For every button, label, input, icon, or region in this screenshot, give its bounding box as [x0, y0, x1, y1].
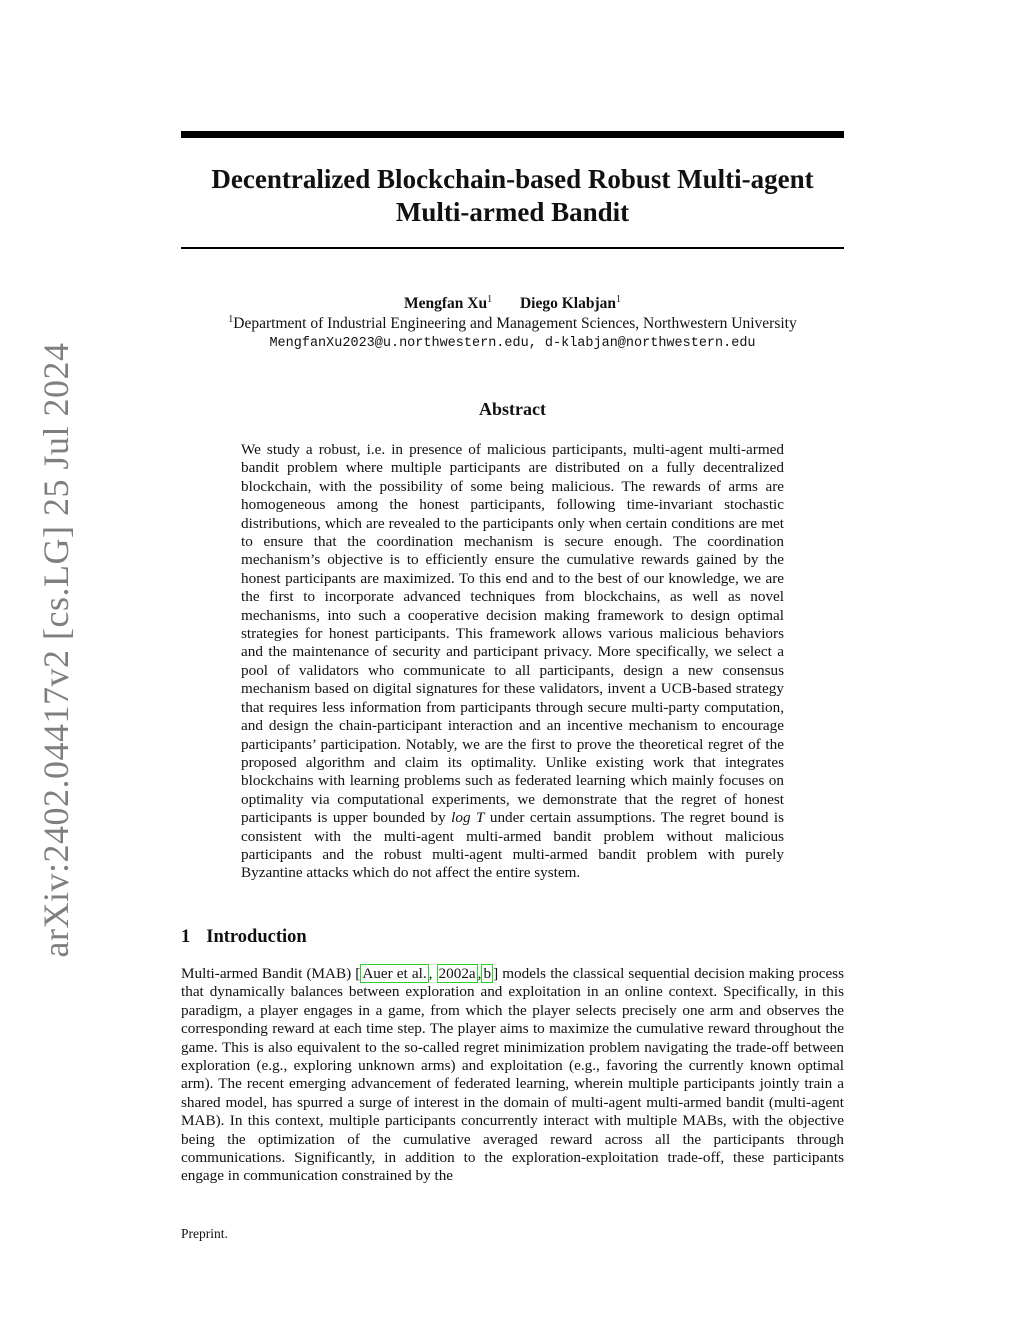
- citation-link-2002a[interactable]: 2002a: [438, 965, 476, 982]
- author-names: [181, 294, 844, 314]
- section-heading-introduction: [181, 927, 307, 948]
- section-title: Introduction: [206, 927, 307, 947]
- title-line-2: Multi-armed Bandit: [395, 197, 630, 227]
- footer-note: Preprint.: [181, 1226, 228, 1241]
- title-line-1: Decentralized Blockchain-based Robust Multi-agent: [211, 164, 814, 194]
- author-2: Diego Klabjan$^1$: [519, 294, 621, 312]
- affiliation: $^1$Department of Industrial Engineering and Management Sciences, Northwestern University: [228, 314, 797, 332]
- title-bottom-rule: [181, 247, 844, 249]
- paper-title: [181, 163, 844, 229]
- title-top-rule: [181, 131, 844, 138]
- citation-link-auer[interactable]: Auer et al.: [362, 965, 427, 982]
- author-block: [181, 294, 844, 354]
- author-1: Mengfan Xu$^1$: [403, 294, 493, 312]
- citation-link-b[interactable]: b: [483, 965, 492, 982]
- abstract-text: We study a robust, i.e. in presence of malicious participants, multi-agent multi-armed bandit problem where multiple participants are distributed on a fully decentralized blockchain, with the possibility of some being malicious. The rewards of arms are homogeneous among the honest participants, following time-invariant stochastic distributions, which are revealed to the participants only when certain conditions are met to ensure that the coordination mechanism is secure enough. The coordination mechanism’s objective is to efficiently ensure the cumulative rewards gained by the honest participants are maximized. To this end and to the best of our knowledge, we are the first to incorporate advanced techniques from blockchains, as well as novel mechanisms, into such a cooperative decision making framework to design optimal strategies for honest participants. This framework allows various malicious behaviors and the maintenance of security and participant privacy. More specifically, we select a pool of validators who communicate to all participants, design a new consensus mechanism based on digital signatures for these validators, invent a UCB-based strategy that requires less information from participants through secure multi-party computation, and design the chain-participant interaction and an incentive mechanism to encourage participants’ participation. Notably, we are the first to prove the theoretical regret of the proposed algorithm and claim its optimality. Unlike existing work that integrates blockchains with learning problems such as federated learning which mainly focuses on optimality via computational experiments, we demonstrate that the regret of honest participants is upper bounded by log T under certain assumptions. The regret bound is consistent with the multi-agent multi-armed bandit problem without malicious participants and the robust multi-agent multi-armed bandit problem with purely Byzantine attacks which do not affect the entire system.: [241, 441, 785, 882]
- abstract-heading: Abstract: [479, 399, 546, 419]
- arxiv-identifier: arXiv:2402.04417v2 [cs.LG] 25 Jul 2024: [36, 342, 76, 958]
- author-emails[interactable]: MengfanXu2023@u.northwestern.edu, d-klabjan@northwestern.edu: [269, 336, 756, 351]
- introduction-paragraph: Multi-armed Bandit (MAB) [ Auer et al. , 2002a , b ] models the classical sequential decision making process that dynamically balances between exploration and exploitation in an online context. Specifically, in this paradigm, a player engages in a game, from which the player selects precisely one arm and observes the corresponding reward at each time step. The player aims to maximize the cumulative reward throughout the game. This is also equivalent to the so-called regret minimization problem navigating the trade-off between exploration (e.g., exploring unknown arms) and exploitation (e.g., favoring the currently known optimal arm). The recent emerging advancement of federated learning, wherein multiple participants jointly train a shared model, has spurred a surge of interest in the domain of multi-agent multi-armed bandit (multi-agent MAB). In this context, multiple participants concurrently interact with multiple MABs, with the objective being the optimization of the cumulative averaged reward across all the participants through communications. Significantly, in addition to the exploration-exploitation trade-off, these participants engage in communication constrained by the: [181, 965, 845, 1185]
- math-log-t: log T: [451, 809, 485, 827]
- section-number: 1: [181, 927, 191, 947]
